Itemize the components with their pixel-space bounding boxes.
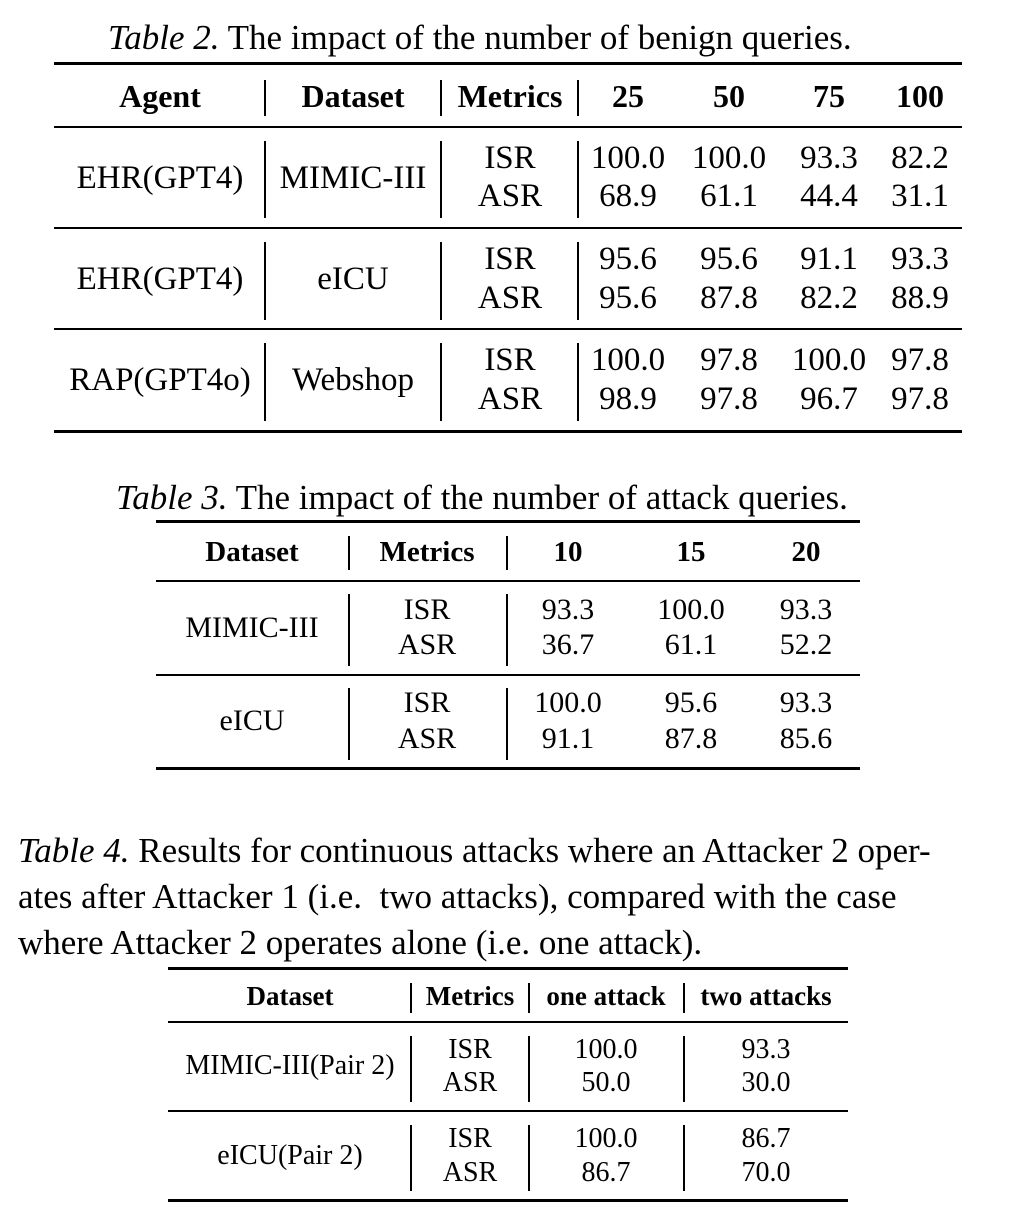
table4-cell: 30.0: [741, 1067, 791, 1098]
table4-row1-metric-asr: ASR: [442, 1067, 498, 1098]
table2-cell: 31.1: [891, 178, 949, 214]
table4-cell: 50.0: [581, 1067, 631, 1098]
table4-top-rule: [168, 967, 848, 970]
table3-row1-metric-asr: ASR: [397, 628, 457, 661]
table3-header-20: 20: [791, 536, 821, 568]
table3-row2-metric-asr: ASR: [397, 722, 457, 755]
table2-cell: 91.1: [800, 241, 858, 277]
table4-cell: 93.3: [741, 1034, 791, 1065]
table3-cell: 95.6: [664, 686, 718, 719]
table2-cell: 97.8: [700, 381, 758, 417]
table2-row1-metric-isr: ISR: [484, 140, 536, 176]
table2-cell: 100.0: [691, 140, 767, 176]
table4-header-rule: [168, 1021, 848, 1023]
table3-top-rule: [156, 520, 860, 523]
table3-header-10: 10: [553, 536, 583, 568]
table2-cell: 93.3: [891, 241, 949, 277]
table4-caption-line2: ates after Attacker 1 (i.e. two attacks), compared with the case: [18, 877, 897, 916]
table3-header-dataset: Dataset: [205, 536, 299, 568]
table3-caption: [116, 478, 848, 518]
table2-header-75: 75: [813, 78, 845, 114]
table3-row1-dataset: MIMIC-III: [185, 611, 319, 644]
table2-row3-agent: RAP(GPT4o): [69, 362, 251, 398]
table2-caption-text: The impact of the number of benign queries.: [227, 18, 852, 57]
table3-cell: 93.3: [779, 686, 833, 719]
table4-row1-metric-isr: ISR: [448, 1034, 492, 1065]
table3-cell: 85.6: [779, 722, 833, 755]
table2-cell: 82.2: [891, 140, 949, 176]
table3-row2-dataset: eICU: [219, 704, 285, 737]
table3-header-15: 15: [676, 536, 706, 568]
table4-header-two-attacks: two attacks: [700, 981, 832, 1011]
table4-bottom-rule: [168, 1199, 848, 1202]
table2-header-100: 100: [896, 78, 944, 114]
table2-header-25: 25: [612, 78, 644, 114]
table2-cell: 95.6: [700, 241, 758, 277]
table2-cell: 97.8: [891, 381, 949, 417]
table3-cell: 100.0: [534, 686, 602, 719]
table4-header-one-attack: one attack: [546, 981, 666, 1011]
table2-row3-metric-isr: ISR: [484, 342, 536, 378]
table2-row3-metric-asr: ASR: [477, 381, 543, 417]
table2-cell: 100.0: [791, 342, 867, 378]
table2-caption: [108, 18, 852, 58]
table3-cell: 52.2: [779, 628, 833, 661]
table2-cell: 93.3: [800, 140, 858, 176]
table2-header-agent: Agent: [119, 78, 201, 114]
table4-row2-dataset: eICU(Pair 2): [217, 1140, 363, 1171]
table4-row2-metric-isr: ISR: [448, 1123, 492, 1154]
table4-caption-line3: where Attacker 2 operates alone (i.e. one attack).: [18, 923, 703, 962]
table3-cell: 93.3: [779, 593, 833, 626]
table4-caption: [18, 828, 1008, 966]
table2-cell: 98.9: [599, 381, 657, 417]
table2-row2-metric-isr: ISR: [484, 241, 536, 277]
table2-row2-dataset: eICU: [317, 261, 389, 297]
table4-row2-metric-asr: ASR: [442, 1157, 498, 1188]
table2-top-rule: [54, 62, 962, 65]
table2-cell: 95.6: [599, 280, 657, 316]
table2-cell: 87.8: [700, 280, 758, 316]
table3-label: Table 3.: [116, 478, 228, 517]
table3-row2-metric-isr: ISR: [403, 686, 451, 719]
table4-row1-dataset: MIMIC-III(Pair 2): [185, 1050, 395, 1081]
table4-header-metrics: Metrics: [425, 981, 515, 1011]
table2-cell: 61.1: [700, 178, 758, 214]
table3-header-metrics: Metrics: [379, 536, 475, 568]
table2-row1-agent: EHR(GPT4): [76, 160, 244, 196]
table2-header-dataset: Dataset: [301, 78, 405, 114]
table4-cell: 86.7: [581, 1157, 631, 1188]
table3-cell: 36.7: [541, 628, 595, 661]
table2-header-rule: [54, 126, 962, 128]
table3-cell: 61.1: [664, 628, 718, 661]
table3-row1-metric-isr: ISR: [403, 593, 451, 626]
table2-cell: 100.0: [590, 342, 666, 378]
table2-bottom-rule: [54, 430, 962, 433]
table2-cell: 96.7: [800, 381, 858, 417]
table2-header-metrics: Metrics: [457, 78, 563, 114]
table3-header-rule: [156, 580, 860, 582]
table2-cell: 97.8: [891, 342, 949, 378]
table4-header-dataset: Dataset: [246, 981, 334, 1011]
table3-cell: 87.8: [664, 722, 718, 755]
table2-cell: 68.9: [599, 178, 657, 214]
table4-cell: 70.0: [741, 1157, 791, 1188]
table3-cell: 93.3: [541, 593, 595, 626]
table2-cell: 100.0: [590, 140, 666, 176]
table2-cell: 95.6: [599, 241, 657, 277]
table3-cell: 100.0: [657, 593, 725, 626]
table3-bottom-rule: [156, 767, 860, 770]
table2-cell: 88.9: [891, 280, 949, 316]
table2-cell: 82.2: [800, 280, 858, 316]
table4-cell: 86.7: [741, 1123, 791, 1154]
table2-cell: 97.8: [700, 342, 758, 378]
table4-cell: 100.0: [574, 1123, 638, 1154]
table2-row2-agent: EHR(GPT4): [76, 261, 244, 297]
table4-caption-line1: Table 4. Results for continuous attacks where an Attacker 2 oper-: [18, 831, 931, 870]
table3-caption-text: The impact of the number of attack queries.: [235, 478, 848, 517]
table2-row1-metric-asr: ASR: [477, 178, 543, 214]
table2-row3-dataset: Webshop: [292, 362, 414, 398]
table2-cell: 44.4: [800, 178, 858, 214]
table2-row2-metric-asr: ASR: [477, 280, 543, 316]
table2-label: Table 2.: [108, 18, 220, 57]
table2-row1-dataset: MIMIC-III: [279, 160, 427, 196]
table2-header-50: 50: [713, 78, 745, 114]
table4-cell: 100.0: [574, 1034, 638, 1065]
table3-cell: 91.1: [541, 722, 595, 755]
table4-label: Table 4.: [18, 831, 130, 870]
